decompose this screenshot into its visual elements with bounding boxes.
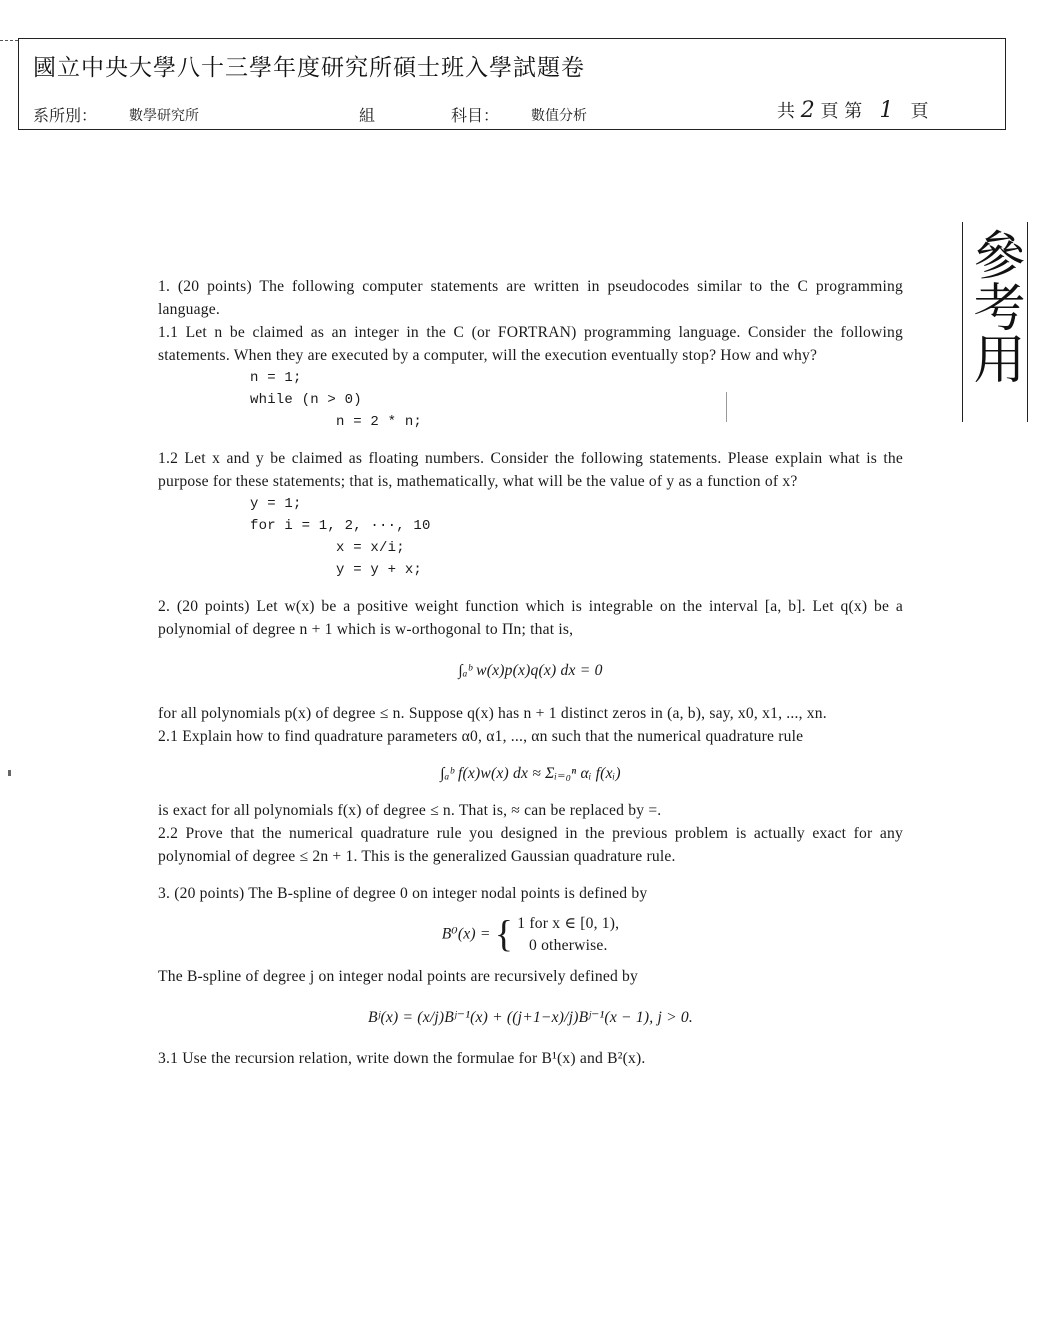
q1-part1: 1.1 Let n be claimed as an integer in the C (or FORTRAN) programming language. Consider the following statements. When they are executed by a computer, will the execution eventually stop? How and why? [158, 324, 903, 364]
q2-zeros-text: for all polynomials p(x) of degree ≤ n. Suppose q(x) has n + 1 distinct zeros in (a, b), say, x0, x1, ..., xn. [158, 705, 827, 722]
exam-body [158, 275, 903, 1070]
reference-stamp [962, 222, 1028, 422]
subject-value: 數值分析 [531, 108, 587, 124]
top-dashed-line [0, 40, 18, 41]
q2-orthogonality-equation: ∫ₐᵇ w(x)p(x)q(x) dx = 0 [458, 662, 603, 679]
b0-case-2: 0 otherwise. [528, 937, 608, 954]
dept-label: 系所別： [33, 106, 98, 125]
q1-intro: 1. (20 points) The following computer statements are written in pseudocodes similar to the C programming language. [158, 278, 903, 318]
page-indicator [777, 97, 929, 123]
q1-code1: n = 1; while (n > 0) n = 2 * n; [250, 370, 423, 430]
stamp-text: 參考用 [964, 228, 1024, 384]
q3-part1: 3.1 Use the recursion relation, write down the formulae for B¹(x) and B²(x). [158, 1050, 646, 1067]
q3-recursion-equation: Bʲ(x) = (x/j)Bʲ⁻¹(x) + ((j+1−x)/j)Bʲ⁻¹(x − 1), j > 0. [367, 1009, 693, 1026]
q1-part2: 1.2 Let x and y be claimed as floating numbers. Consider the following statements. Please explain what is the purpose for these statements; that is, mathematically, what will be the value of y as a function of x? [158, 450, 903, 490]
q3-b0-definition: B⁰(x) = { 1 for x ∈ [0, 1), 0 otherwise. [441, 913, 620, 956]
dept-value: 數學研究所 [129, 108, 199, 124]
exam-title: 國立中央大學八十三學年度研究所碩士班入學試題卷 [33, 55, 585, 81]
q2-intro: 2. (20 points) Let w(x) be a positive weight function which is integrable on the interval [a, b]. Let q(x) be a polynomial of degree n + 1 which is w-orthogonal to Πn; that is, [158, 598, 903, 638]
q3-recursion-text: The B-spline of degree j on integer nodal points are recursively defined by [158, 968, 639, 985]
b0-case-1: 1 for x ∈ [0, 1), [517, 915, 620, 932]
page-suffix: 頁 [910, 101, 929, 122]
total-pages: 2 [800, 98, 815, 123]
q2-quadrature-equation: ∫ₐᵇ f(x)w(x) dx ≈ Σᵢ₌₀ⁿ αᵢ f(xᵢ) [440, 765, 621, 782]
group-label: 組 [359, 106, 376, 125]
b0-lhs: B⁰(x) = [441, 925, 491, 943]
current-page: 1 [879, 98, 894, 123]
subject-label: 科目： [451, 106, 500, 125]
q2-part1: 2.1 Explain how to find quadrature parameters α0, α1, ..., αn such that the numerical quadrature rule [158, 728, 804, 745]
q2-part2: 2.2 Prove that the numerical quadrature rule you designed in the previous problem is actually exact for any polynomial of degree ≤ 2n + 1. This is the generalized Gaussian quadrature rule. [158, 825, 903, 865]
q1-code2: y = 1; for i = 1, 2, ···, 10 x = x/i; y = y + x; [250, 496, 431, 578]
q3-intro: 3. (20 points) The B-spline of degree 0 on integer nodal points is defined by [158, 885, 648, 902]
page-mid: 頁 第 [820, 101, 863, 122]
scan-speck [8, 770, 11, 776]
q2-exact-text: is exact for all polynomials f(x) of degree ≤ n. That is, ≈ can be replaced by =. [158, 802, 662, 819]
exam-header [18, 38, 1006, 130]
page-prefix: 共 [777, 101, 795, 122]
